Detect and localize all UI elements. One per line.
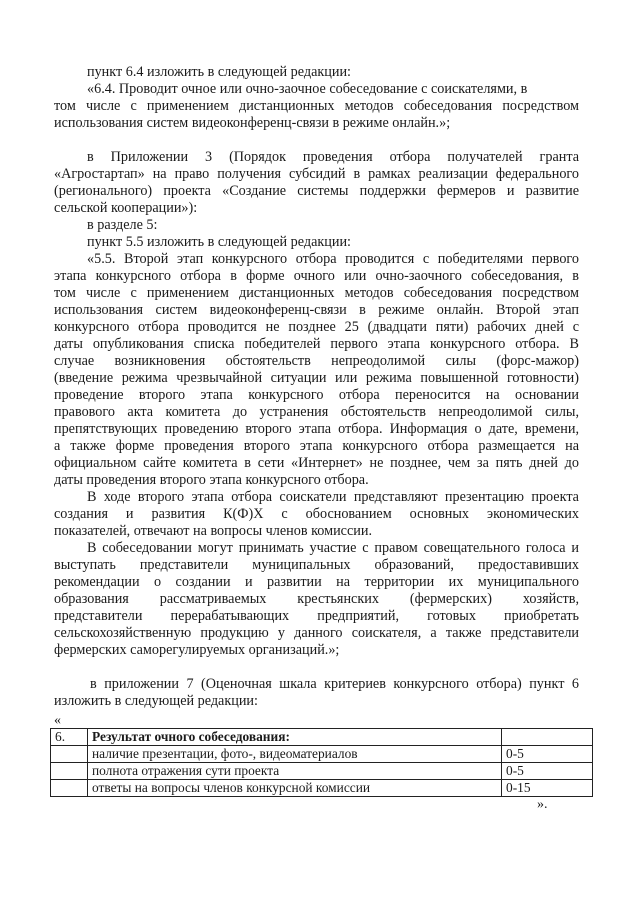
table-heading-cell bbox=[88, 729, 502, 746]
number-cell-empty bbox=[51, 780, 88, 797]
text-line: «5.5. Второй этап конкурсного отбора проводится с победителями первого bbox=[87, 251, 579, 267]
item-number: 6. bbox=[51, 729, 88, 746]
text-line: создания и развития К(Ф)Х с обоснованием основных экономических bbox=[54, 506, 579, 522]
text-line: (регионального) проекта «Создание системы поддержки фермеров и развитие bbox=[54, 183, 579, 199]
quote-open: « bbox=[54, 713, 61, 728]
table-row bbox=[51, 729, 593, 746]
text-line: конкурсного отбора проводится не позднее 25 (двадцати пяти) рабочих дней с bbox=[54, 319, 579, 335]
text-line: правового акта комитета до устранения обстоятельств непреодолимой силы, bbox=[54, 404, 579, 420]
text-line: выступать представители муниципальных образований, предоставивших bbox=[54, 557, 579, 573]
text-line: рекомендации о создании и развитии на территории их муниципального bbox=[54, 574, 579, 590]
text-line: образования рассматриваемых крестьянских (фермерских) хозяйств, bbox=[54, 591, 579, 607]
table-row bbox=[51, 780, 593, 797]
table-heading: Результат очного собеседования: bbox=[92, 729, 290, 744]
text-line: официальном сайте комитета в сети «Интернет» не позднее, чем за пять дней до bbox=[54, 455, 579, 471]
text-line: фермерских саморегулируемых организаций.»; bbox=[54, 642, 340, 658]
text-line: «Агростартап» на право получения субсидий в рамках реализации федерального bbox=[54, 166, 579, 182]
text-line: сельскохозяйственную продукцию у данного соискателя, а также представители bbox=[54, 625, 579, 641]
text-line: даты опубликования списка победителей первого этапа конкурсного отбора. В bbox=[54, 336, 579, 352]
table-row bbox=[51, 746, 593, 763]
text-line: (введение режима чрезвычайной ситуации или режима повышенной готовности) bbox=[54, 370, 579, 386]
score-cell: 0-5 bbox=[502, 763, 593, 780]
text-line: в Приложении 3 (Порядок проведения отбора получателей гранта bbox=[87, 149, 579, 165]
text-line: В ходе второго этапа отбора соискатели представляют презентацию проекта bbox=[87, 489, 579, 505]
criterion-cell: ответы на вопросы членов конкурсной комиссии bbox=[88, 780, 502, 797]
criterion-cell: полнота отражения сути проекта bbox=[88, 763, 502, 780]
number-cell-empty bbox=[51, 763, 88, 780]
score-cell: 0-15 bbox=[502, 780, 593, 797]
text-line: этапа конкурсного отбора в форме очного или очно-заочного собеседования, в bbox=[54, 268, 579, 284]
text-line: препятствующих проведению второго этапа отбора. Информация о дате, времени, bbox=[54, 421, 579, 437]
text-line: сельской кооперации»): bbox=[54, 200, 198, 216]
text-line: пункт 5.5 изложить в следующей редакции: bbox=[87, 234, 351, 250]
criteria-table bbox=[50, 728, 593, 797]
score-cell: 0-5 bbox=[502, 746, 593, 763]
text-line: использования систем видеоконференц-связи в режиме онлайн.»; bbox=[54, 115, 451, 131]
text-line: проведение второго этапа конкурсного отбора переносится на основании bbox=[54, 387, 579, 403]
text-line: в разделе 5: bbox=[87, 217, 158, 233]
text-line: в приложении 7 (Оценочная шкала критериев конкурсного отбора) пункт 6 bbox=[90, 676, 579, 692]
text-line: случае возникновения обстоятельств непреодолимой силы (форс-мажор) bbox=[54, 353, 579, 369]
number-cell-empty bbox=[51, 746, 88, 763]
text-line: использования систем видеоконференц-связи в режиме онлайн. Второй этап bbox=[54, 302, 579, 318]
text-line: пункт 6.4 изложить в следующей редакции: bbox=[87, 64, 351, 80]
quote-close: ». bbox=[537, 797, 548, 812]
text-line: том числе с применением дистанционных методов собеседования посредством bbox=[54, 285, 579, 301]
text-line: том числе с применением дистанционных методов собеседования посредством bbox=[54, 98, 579, 114]
table-row bbox=[51, 763, 593, 780]
text-line: изложить в следующей редакции: bbox=[54, 693, 258, 709]
score-cell-empty bbox=[502, 729, 593, 746]
text-line: представители перерабатывающих предприятий, готовых приобретать bbox=[54, 608, 579, 624]
text-line: В собеседовании могут принимать участие с правом совещательного голоса и bbox=[87, 540, 579, 556]
text-line: а также форме проведения второго этапа конкурсного отбора размещается на bbox=[54, 438, 579, 454]
text-line: показателей, отвечают на вопросы членов комиссии. bbox=[54, 523, 372, 539]
criterion-cell: наличие презентации, фото-, видеоматериалов bbox=[88, 746, 502, 763]
text-line: даты проведения второго этапа конкурсного отбора. bbox=[54, 472, 369, 488]
text-line: «6.4. Проводит очное или очно-заочное собеседование с соискателями, в bbox=[87, 81, 528, 97]
